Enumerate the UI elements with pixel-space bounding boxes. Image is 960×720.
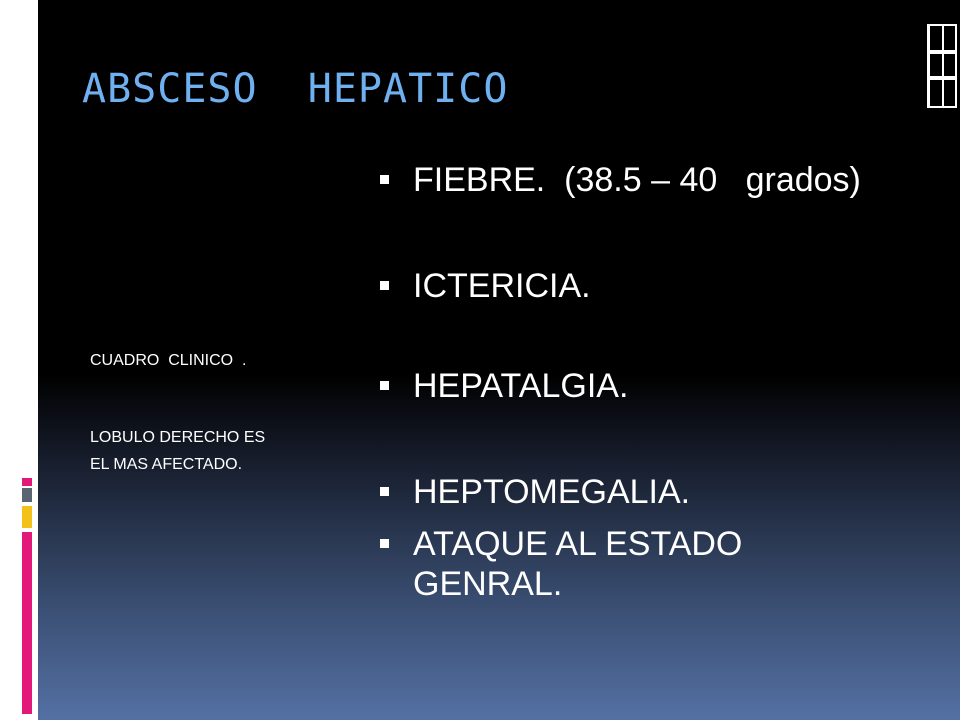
accent-bar-gray <box>22 488 32 502</box>
bullet-item <box>380 472 920 512</box>
bullet-text: HEPATALGIA. <box>413 367 629 405</box>
left-margin-band <box>0 0 38 720</box>
side-note-cuadro-clinico: CUADRO CLINICO . <box>90 352 247 369</box>
square-bullet-icon <box>380 539 389 548</box>
square-bullet-icon <box>380 487 389 496</box>
square-bullet-icon <box>380 175 389 184</box>
accent-bar-pink <box>22 478 32 486</box>
side-note-lobulo-derecho: LOBULO DERECHO ES EL MAS AFECTADO. <box>90 429 266 473</box>
square-bullet-icon <box>380 381 389 390</box>
bullet-item <box>380 524 920 604</box>
bullet-text: HEPTOMEGALIA. <box>413 473 691 511</box>
bullet-text: FIEBRE. (38.5 – 40 grados) <box>413 161 861 199</box>
square-bullet-icon <box>380 281 389 290</box>
window-panes-icon <box>927 24 957 108</box>
bullet-item <box>380 266 920 306</box>
bullet-item <box>380 366 920 406</box>
accent-bar-yellow <box>22 506 32 528</box>
accent-bar-pink-tall <box>22 532 32 714</box>
slide-title: ABSCESO HEPATICO <box>82 66 509 112</box>
bullet-item <box>380 160 920 200</box>
bullet-text: ICTERICIA. <box>413 267 591 305</box>
bullet-text: ATAQUE AL ESTADO GENRAL. <box>413 525 743 603</box>
